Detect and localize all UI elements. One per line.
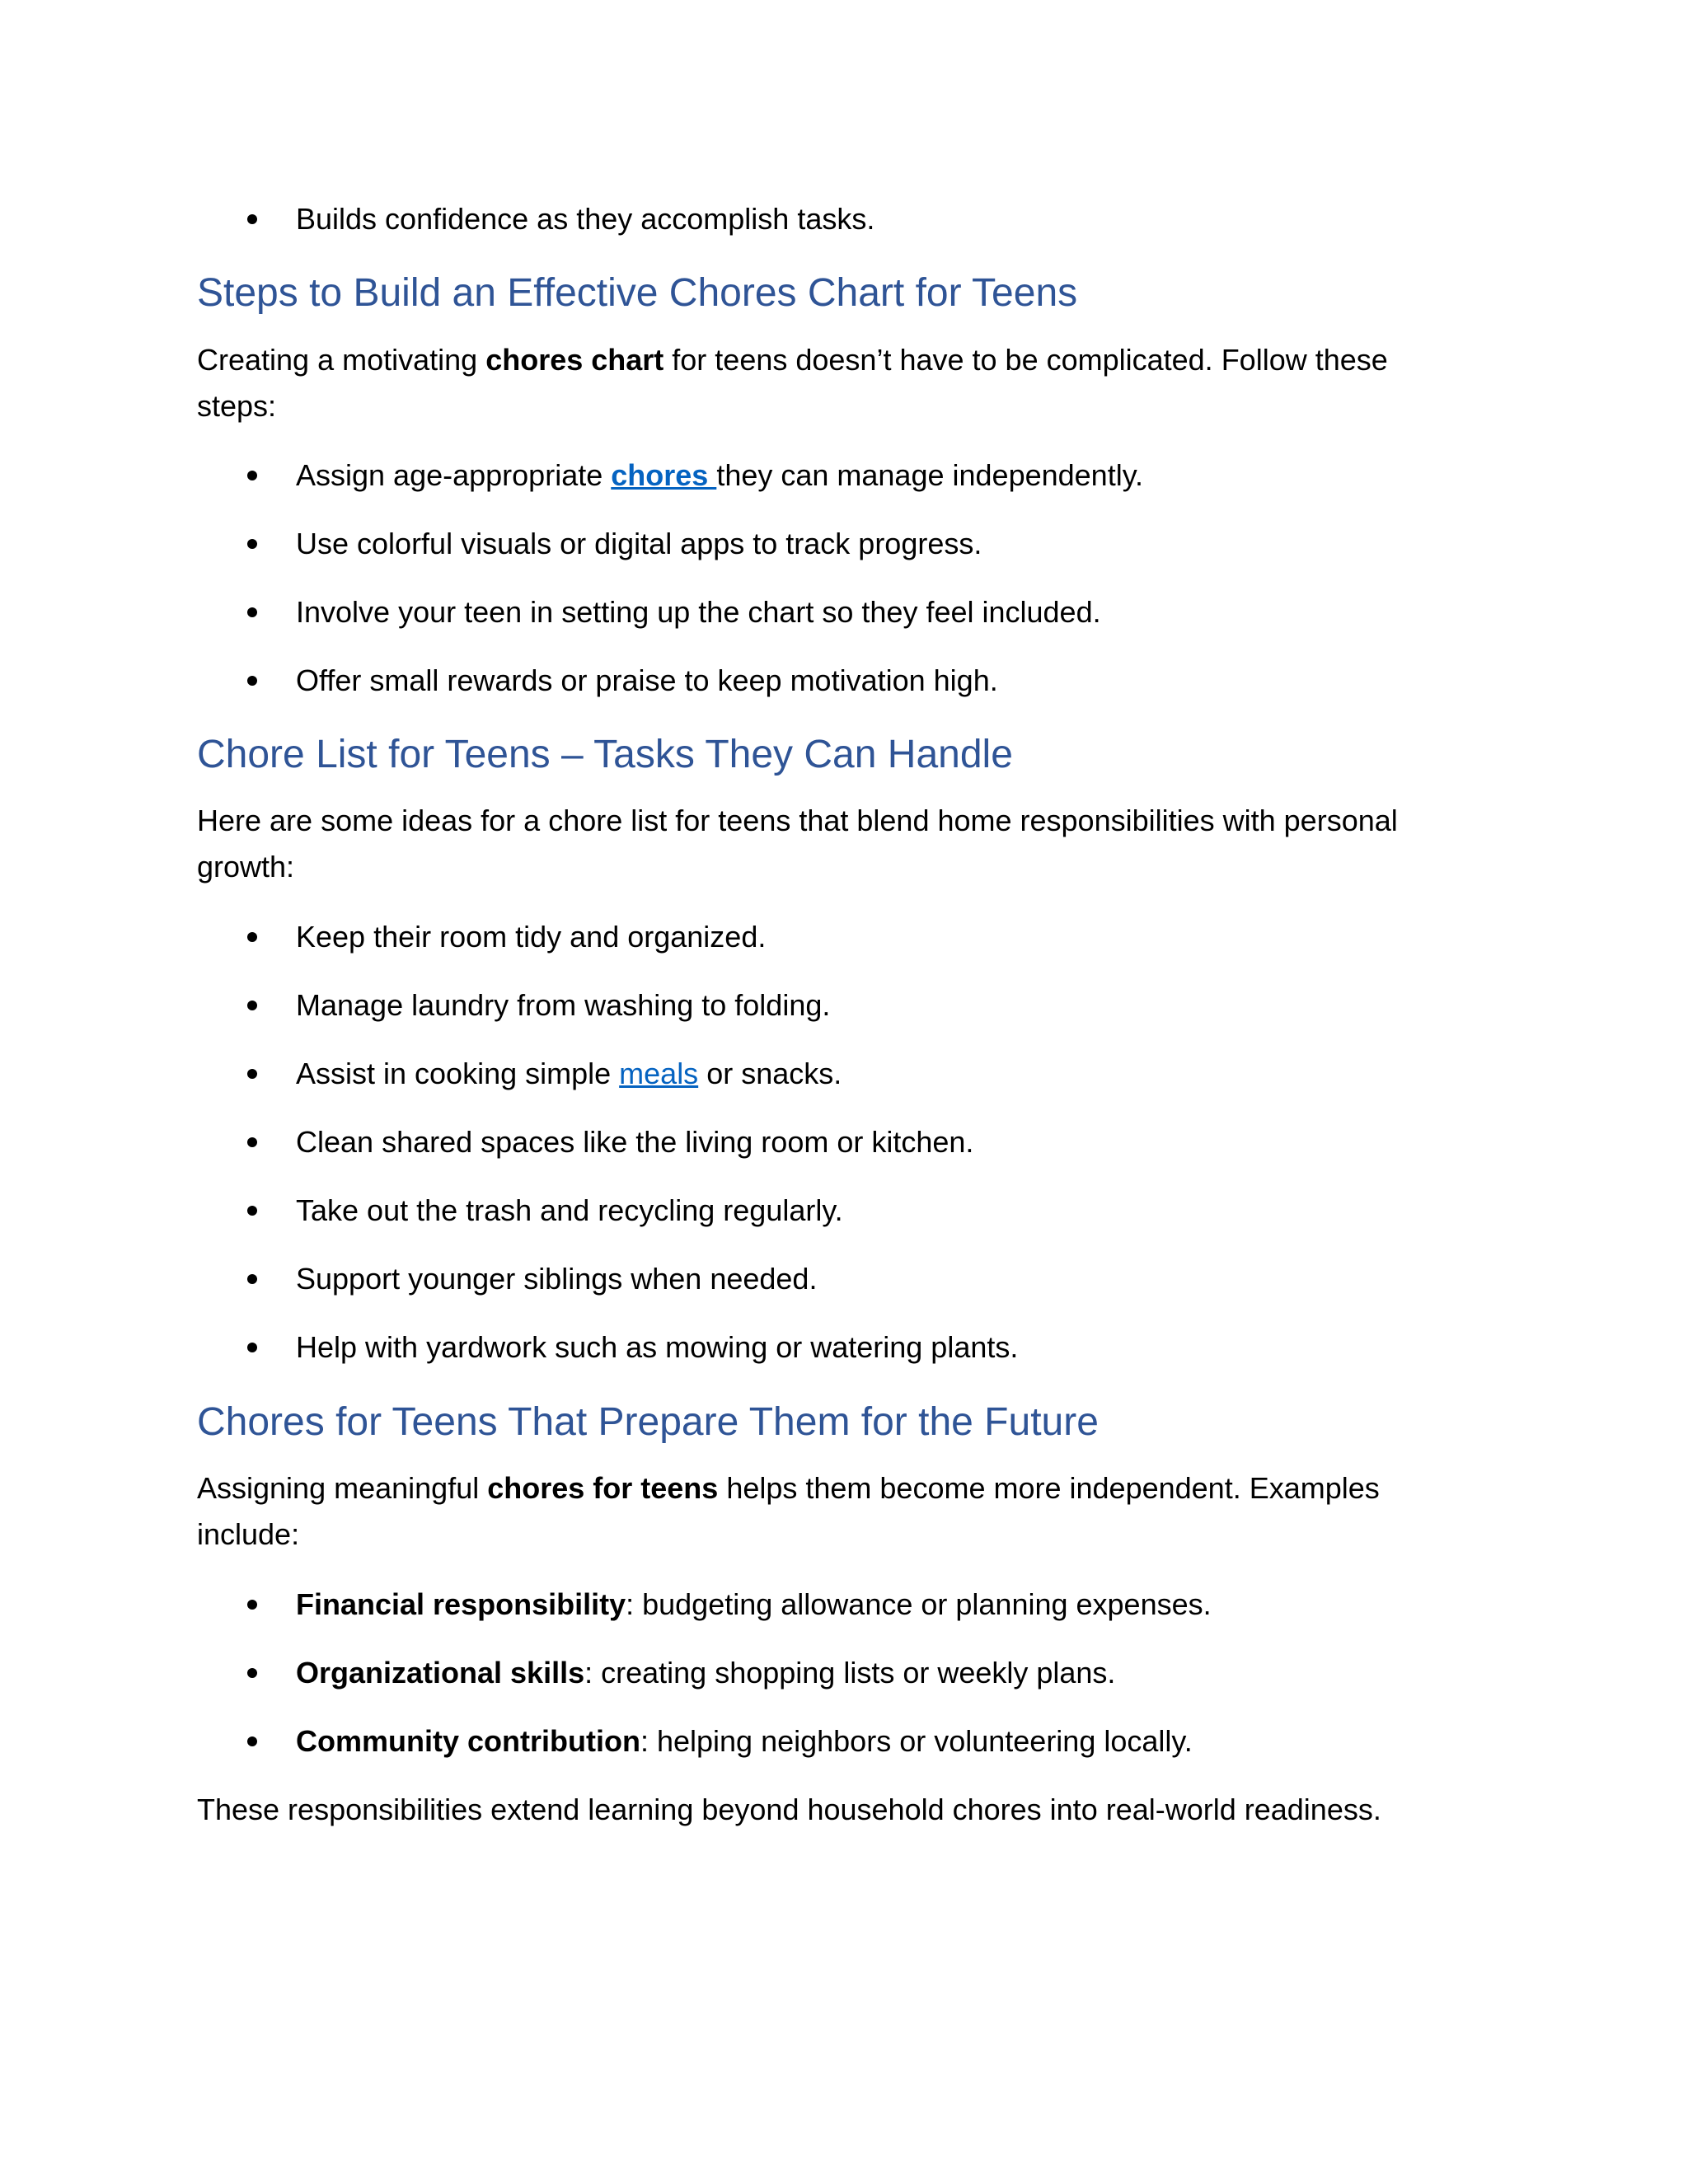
list-item: Organizational skills: creating shopping lists or weekly plans.: [296, 1656, 1116, 1690]
section-heading-chore-list: Chore List for Teens – Tasks They Can Handle: [197, 733, 1013, 776]
paragraph-future-line2: include:: [197, 1517, 300, 1551]
list-item: Assign age-appropriate chores they can manage independently.: [296, 458, 1144, 492]
list-item: Involve your teen in setting up the chart so they feel included.: [296, 595, 1101, 629]
list-item: Keep their room tidy and organized.: [296, 920, 767, 954]
bullet-icon: [247, 607, 257, 617]
paragraph-steps-line1: Creating a motivating chores chart for teens doesn’t have to be complicated. Follow these: [197, 343, 1388, 377]
list-item: Manage laundry from washing to folding.: [296, 988, 831, 1022]
chores-link[interactable]: chores: [611, 458, 717, 492]
bullet-icon: [247, 1668, 257, 1678]
bullet-icon: [247, 1206, 257, 1216]
bullet-icon: [247, 214, 257, 224]
list-item: Support younger siblings when needed.: [296, 1262, 818, 1296]
list-item: Builds confidence as they accomplish tasks.: [296, 202, 875, 236]
bullet-icon: [247, 1736, 257, 1746]
closing-paragraph: These responsibilities extend learning beyond household chores into real-world readiness.: [197, 1793, 1381, 1826]
paragraph-list-line2: growth:: [197, 850, 295, 883]
list-item: Clean shared spaces like the living room or kitchen.: [296, 1125, 974, 1159]
paragraph-future-line1: Assigning meaningful chores for teens helps them become more independent. Examples: [197, 1471, 1380, 1505]
bullet-icon: [247, 932, 257, 942]
bullet-icon: [247, 1069, 257, 1079]
meals-link[interactable]: meals: [619, 1057, 699, 1090]
list-item: Financial responsibility: budgeting allowance or planning expenses.: [296, 1587, 1212, 1621]
list-item: Offer small rewards or praise to keep motivation high.: [296, 663, 998, 697]
section-heading-future: Chores for Teens That Prepare Them for the Future: [197, 1400, 1099, 1444]
section-heading-steps: Steps to Build an Effective Chores Chart for Teens: [197, 271, 1078, 315]
paragraph-list-line1: Here are some ideas for a chore list for teens that blend home responsibilities with personal: [197, 804, 1398, 837]
list-item: Help with yardwork such as mowing or watering plants.: [296, 1330, 1019, 1364]
list-item: Use colorful visuals or digital apps to track progress.: [296, 527, 982, 560]
bullet-icon: [247, 1137, 257, 1147]
bullet-icon: [247, 676, 257, 686]
bullet-icon: [247, 1001, 257, 1010]
bullet-icon: [247, 1343, 257, 1352]
list-item: Assist in cooking simple meals or snacks.: [296, 1057, 842, 1090]
paragraph-steps-line2: steps:: [197, 389, 277, 423]
bullet-icon: [247, 471, 257, 480]
bullet-icon: [247, 1274, 257, 1284]
bullet-icon: [247, 1600, 257, 1610]
list-item: Community contribution: helping neighbors or volunteering locally.: [296, 1724, 1193, 1758]
bullet-icon: [247, 539, 257, 549]
list-item: Take out the trash and recycling regularly.: [296, 1193, 843, 1227]
